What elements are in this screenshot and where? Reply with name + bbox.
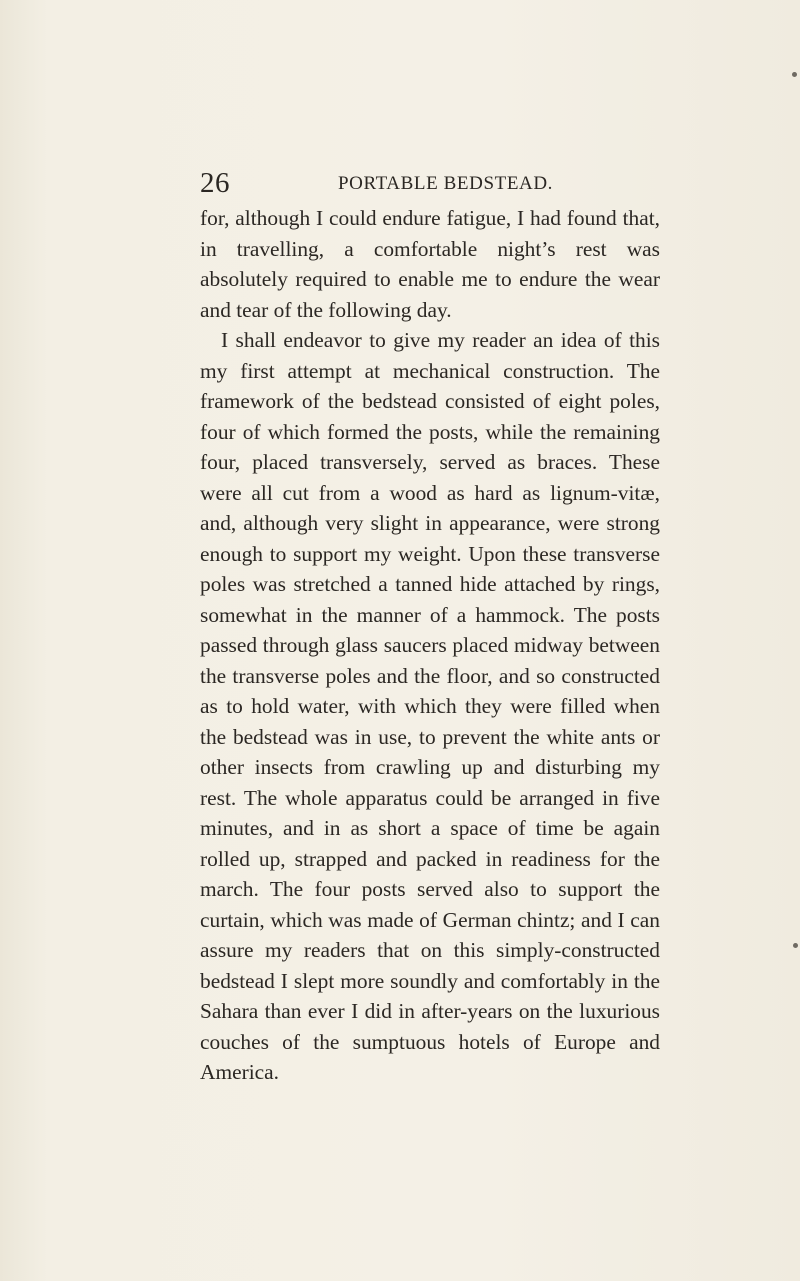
- paragraph-bedstead-description: I shall endeavor to give my reader an idea of this my first attempt at mechanical construction. The framework of the bedstead consisted of eight poles, four of which formed the posts, while the remaining four, placed transversely, served as braces. These were all cut from a wood as hard as lignum-vitæ, and, although very slight in appearance, were strong enough to support my weight. Upon these transverse poles was stretched a tanned hide attached by rings, somewhat in the manner of a hammock. The posts passed through glass saucers placed midway between the transverse poles and the floor, and so constructed as to hold water, with which they were filled when the bedstead was in use, to prevent the white ants or other insects from crawling up and disturbing my rest. The whole apparatus could be arranged in five minutes, and in as short a space of time be again rolled up, strapped and packed in readiness for the march. The four posts served also to support the curtain, which was made of German chintz; and I can assure my readers that on this simply-constructed bedstead I slept more soundly and comfortably in the Sahara than ever I did in after-years on the luxurious couches of the sumptuous hotels of Europe and America.: [200, 328, 660, 1084]
- page-number: 26: [200, 167, 230, 199]
- paragraph-continued: for, although I could endure fatigue, I had found that, in travelling, a comfortable night’s rest was absolutely required to enable me to endure the wear and tear of the following day.: [200, 206, 660, 322]
- body-text: [200, 203, 660, 1088]
- margin-speck: [792, 72, 797, 77]
- running-title: PORTABLE BEDSTEAD.: [338, 173, 554, 194]
- running-head: [200, 168, 660, 198]
- margin-speck: [793, 943, 798, 948]
